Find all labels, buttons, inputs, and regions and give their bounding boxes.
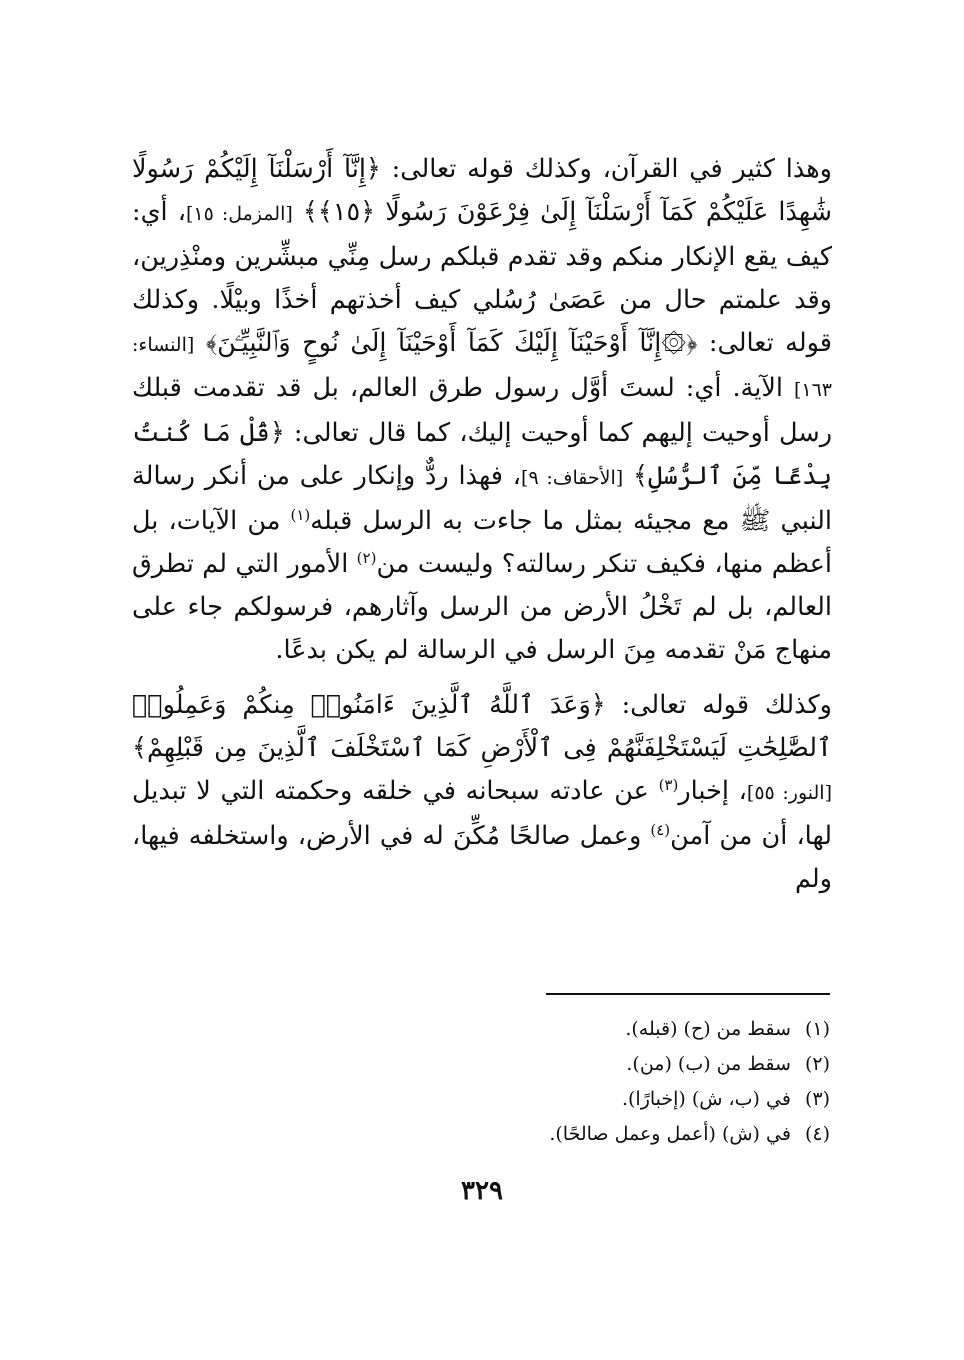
body-text: الآية. أي: لستَ أوَّل رسول طرق العالم، بل قد تقدمت قبلك رسل أوحيت إليهم كما أوحيت إليك، كما قال تعالى:: [132, 373, 833, 448]
footnote-item: [230, 1082, 830, 1117]
verse-reference: [الأحقاف: ٩]: [521, 467, 624, 489]
footnote-number: (١): [804, 1018, 830, 1040]
body-text: ، فهذا ردٌّ وإنكار على من أنكر رسالة النبي ﷺ مع مجيئه بمثل ما جاءت به الرسل قبله: [132, 461, 833, 536]
footnote-number: (٣): [804, 1088, 830, 1110]
footnote-item: [230, 1117, 830, 1152]
paragraph-2: [132, 684, 832, 901]
body-text: ، أي: كيف يقع الإنكار منكم وقد تقدم قبلكم رسل مِنِّي مبشِّرين ومنْذِرين، وقد علمتم حال من عَصَىٰ رُسُلي كيف أخذتهم أخذًا وبيْلًا. وكذلك قوله تعالى:: [132, 197, 832, 358]
footnote-text: في (ش) (أعمل وعمل صالحًا).: [549, 1123, 791, 1145]
footnote-text: سقط من (ح) (قبله).: [625, 1018, 791, 1040]
verse-reference: [النساء: ١٦٣]: [132, 334, 832, 401]
footnote-divider: [546, 993, 830, 995]
body-text: ، إخبار: [678, 776, 747, 806]
verse-reference: [النور: ٥٥]: [746, 782, 832, 804]
page-number: ٣٢٩: [461, 1176, 503, 1206]
footnotes-list: [230, 1012, 830, 1152]
footnote-marker: (٢): [356, 549, 377, 567]
body-text: عن عادته سبحانه في خلقه وحكمته التي لا تبديل لها، أن من آمن: [132, 776, 832, 851]
quran-verse: ﴿إِنَّآ أَرْسَلْنَآ إِلَيْكُمْ رَسُولًا شَٰهِدًا عَلَيْكُمْ كَمَآ أَرْسَلْنَآ إِلَىٰ فِرْعَوْنَ رَسُولًا ﴿١٥﴾﴾: [132, 154, 832, 227]
footnote-item: [230, 1047, 830, 1082]
quran-verse: ﴿قُلْ مَا كُنتُ بِدْعًا مِّنَ ٱلرُّسُلِ﴾: [132, 418, 833, 491]
footnote-marker: (٤): [650, 821, 671, 839]
body-text: [293, 197, 303, 227]
footnote-marker: (٣): [658, 776, 679, 794]
main-text: [132, 148, 832, 901]
footnote-marker: (١): [290, 506, 311, 524]
body-text: [623, 461, 633, 491]
paragraph-1: [132, 148, 832, 672]
body-text: وهذا كثير في القرآن، وكذلك قوله تعالى:: [380, 154, 832, 184]
body-text: الأمور التي لم تطرق العالم، بل لم تَخْلُ الأرض من الرسل وآثارهم، فرسولكم جاء على منهاج مَنْ تقدمه مِنَ الرسل في الرسالة لم يكن بدعًا.: [132, 549, 832, 665]
verse-reference: [المزمل: ١٥]: [185, 203, 293, 225]
quran-verse: ﴿وَعَدَ ٱللَّهُ ٱلَّذِينَ ءَامَنُوا۟ مِنكُمْ وَعَمِلُوا۟ ٱلصَّٰلِحَٰتِ لَيَسْتَخْلِفَنَّهُمْ فِى ٱلْأَرْضِ كَمَا ٱسْتَخْلَفَ ٱلَّذِينَ مِن قَبْلِهِمْ﴾: [132, 690, 832, 763]
footnote-item: [230, 1012, 830, 1047]
body-text: من الآيات، بل أعظم منها، فكيف تنكر رسالته؟ وليست من: [132, 506, 832, 579]
quran-verse: ﴿۞إِنَّآ أَوْحَيْنَآ إِلَيْكَ كَمَآ أَوْحَيْنَآ إِلَىٰ نُوحٍ وَٱلنَّبِيِّـۧنَ﴾: [205, 328, 698, 358]
footnote-number: (٤): [804, 1123, 830, 1145]
body-text: وعمل صالحًا مُكِّنَ له في الأرض، واستخلفه فيها، ولم: [132, 821, 832, 894]
body-text: [194, 328, 206, 358]
body-text: وكذلك قوله تعالى:: [605, 690, 832, 720]
footnote-number: (٢): [804, 1053, 830, 1075]
footnote-text: في (ب، ش) (إخبارًا).: [621, 1088, 791, 1110]
footnote-text: سقط من (ب) (من).: [626, 1053, 791, 1075]
